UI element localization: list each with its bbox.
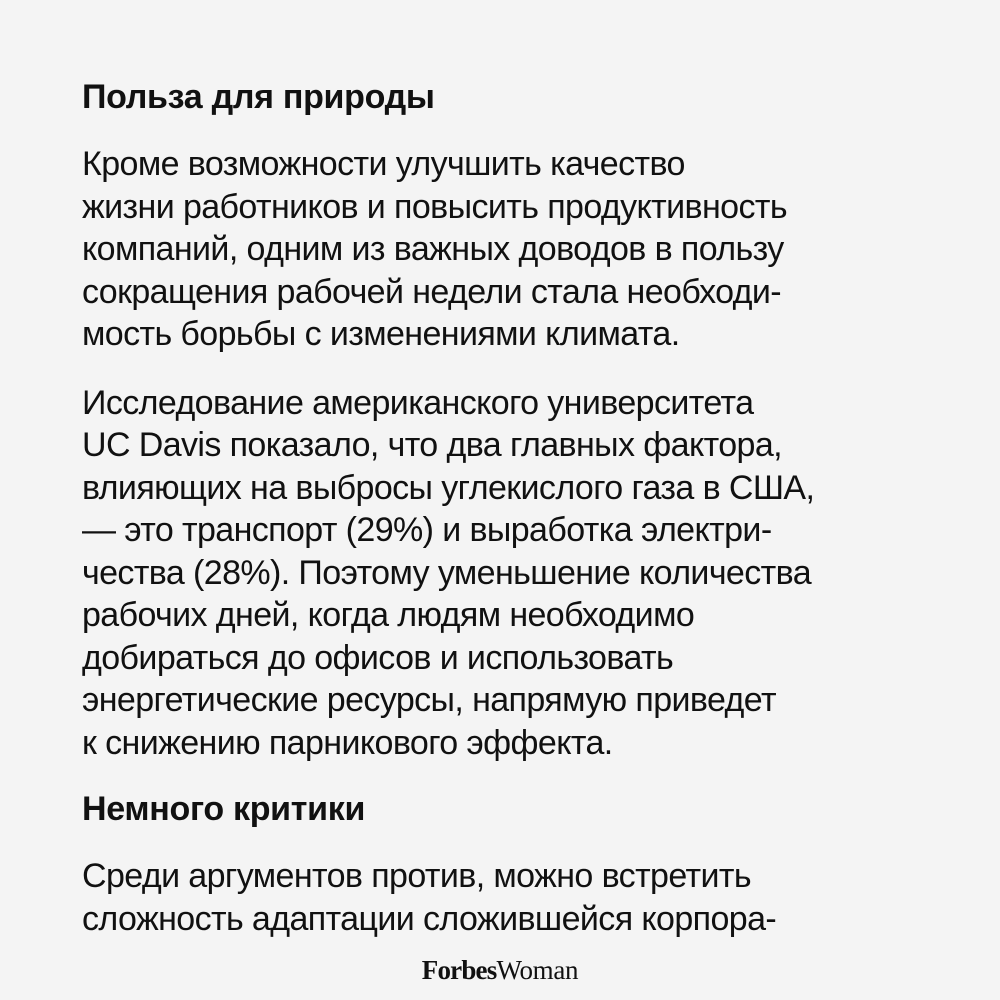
paragraph-line: Среди аргументов против, можно встретить bbox=[82, 857, 751, 896]
paragraph-line: компаний, одним из важных доводов в пользу bbox=[82, 230, 784, 269]
paragraph-line: энергетические ресурсы, напрямую приведет bbox=[82, 681, 776, 720]
paragraph bbox=[82, 855, 962, 940]
paragraph-line: мость борьбы с изменениями климата. bbox=[82, 315, 680, 354]
logo-brand-text: Forbes bbox=[421, 955, 497, 985]
paragraph-line: жизни работников и повысить продуктивность bbox=[82, 187, 787, 226]
paragraph-line: к снижению парникового эффекта. bbox=[82, 723, 613, 762]
paragraph bbox=[82, 143, 962, 356]
paragraph-line: рабочих дней, когда людям необходимо bbox=[82, 596, 695, 635]
forbes-woman-logo bbox=[0, 957, 1000, 984]
paragraph-line: Исследование американского университета bbox=[82, 383, 754, 422]
paragraph-line: — это транспорт (29%) и выработка электри- bbox=[82, 511, 772, 550]
logo-sub-text: Woman bbox=[496, 955, 579, 985]
paragraph-line: UC Davis показало, что два главных фактора, bbox=[82, 426, 782, 465]
paragraph-line: добираться до офисов и использовать bbox=[82, 638, 674, 677]
paragraph-line: чества (28%). Поэтому уменьшение количества bbox=[82, 553, 812, 592]
article-body bbox=[82, 78, 962, 940]
section-heading: Немного критики bbox=[82, 790, 366, 829]
paragraph bbox=[82, 382, 962, 765]
paragraph-line: сокращения рабочей недели стала необходи- bbox=[82, 272, 782, 311]
paragraph-line: Кроме возможности улучшить качество bbox=[82, 145, 685, 184]
paragraph-line: сложность адаптации сложившейся корпора- bbox=[82, 899, 777, 938]
section-heading: Польза для природы bbox=[82, 78, 435, 116]
paragraph-line: влияющих на выбросы углекислого газа в США, bbox=[82, 468, 815, 507]
